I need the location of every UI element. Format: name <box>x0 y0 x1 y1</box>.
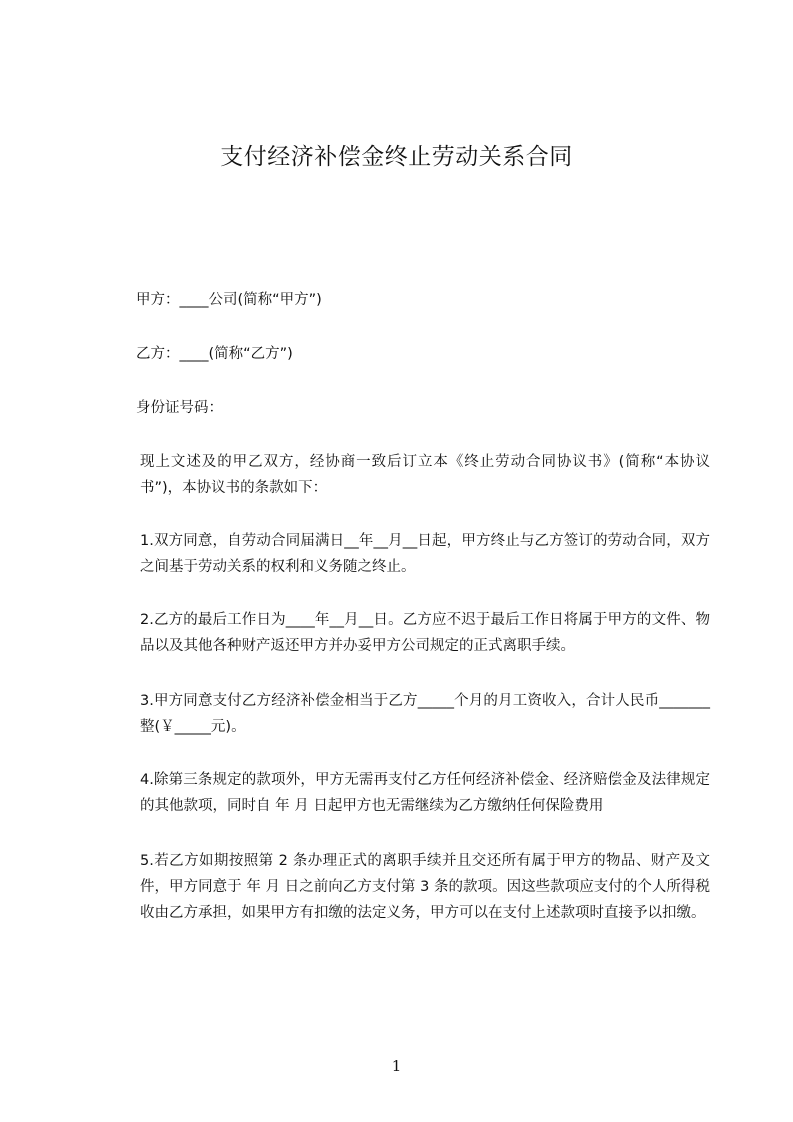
clause-1 <box>104 528 710 580</box>
preamble-text: 现上文述及的甲乙双方，经协商一致后订立本《终止劳动合同协议书》(简称“本协议书”)，本协议书的条款如下： <box>140 454 710 496</box>
clause-4-text: 4.除第三条规定的款项外，甲方无需再支付乙方任何经济补偿金、经济赔偿金及法律规定的其他款项，同时自 年 月 日起甲方也无需继续为乙方缴纳任何保险费用 <box>140 772 710 814</box>
party-a-line: 甲方：____公司(简称“甲方”) <box>136 292 322 308</box>
page-number: 1 <box>391 1057 402 1075</box>
id-number-line: 身份证号码： <box>136 400 223 416</box>
party-b-line: 乙方：____(简称“乙方”) <box>136 346 293 362</box>
clause-3 <box>104 688 710 740</box>
document-title: 支付经济补偿金终止劳动关系合同 <box>220 144 573 170</box>
clause-3-text: 3.甲方同意支付乙方经济补偿金相当于乙方_____个月的月工资收入，合计人民币_______整(￥_____元)。 <box>140 693 710 735</box>
clause-5-text: 5.若乙方如期按照第 2 条办理正式的离职手续并且交还所有属于甲方的物品、财产及文件，甲方同意于 年 月 日之前向乙方支付第 3 条的款项。因这些款项应支付的个人所得税收由乙方承担，如果甲方有扣缴的法定义务，甲方可以在支付上述款项时直接予以扣缴。 <box>140 853 710 921</box>
preamble-paragraph <box>104 449 710 501</box>
clause-4 <box>104 767 710 819</box>
clause-5 <box>104 848 710 926</box>
clause-1-text: 1.双方同意，自劳动合同届满日__年__月__日起，甲方终止与乙方签订的劳动合同，双方之间基于劳动关系的权利和义务随之终止。 <box>140 533 710 575</box>
clause-2-text: 2.乙方的最后工作日为____年__月__日。乙方应不迟于最后工作日将属于甲方的文件、物品以及其他各种财产返还甲方并办妥甲方公司规定的正式离职手续。 <box>140 612 710 654</box>
clause-2 <box>104 607 710 659</box>
